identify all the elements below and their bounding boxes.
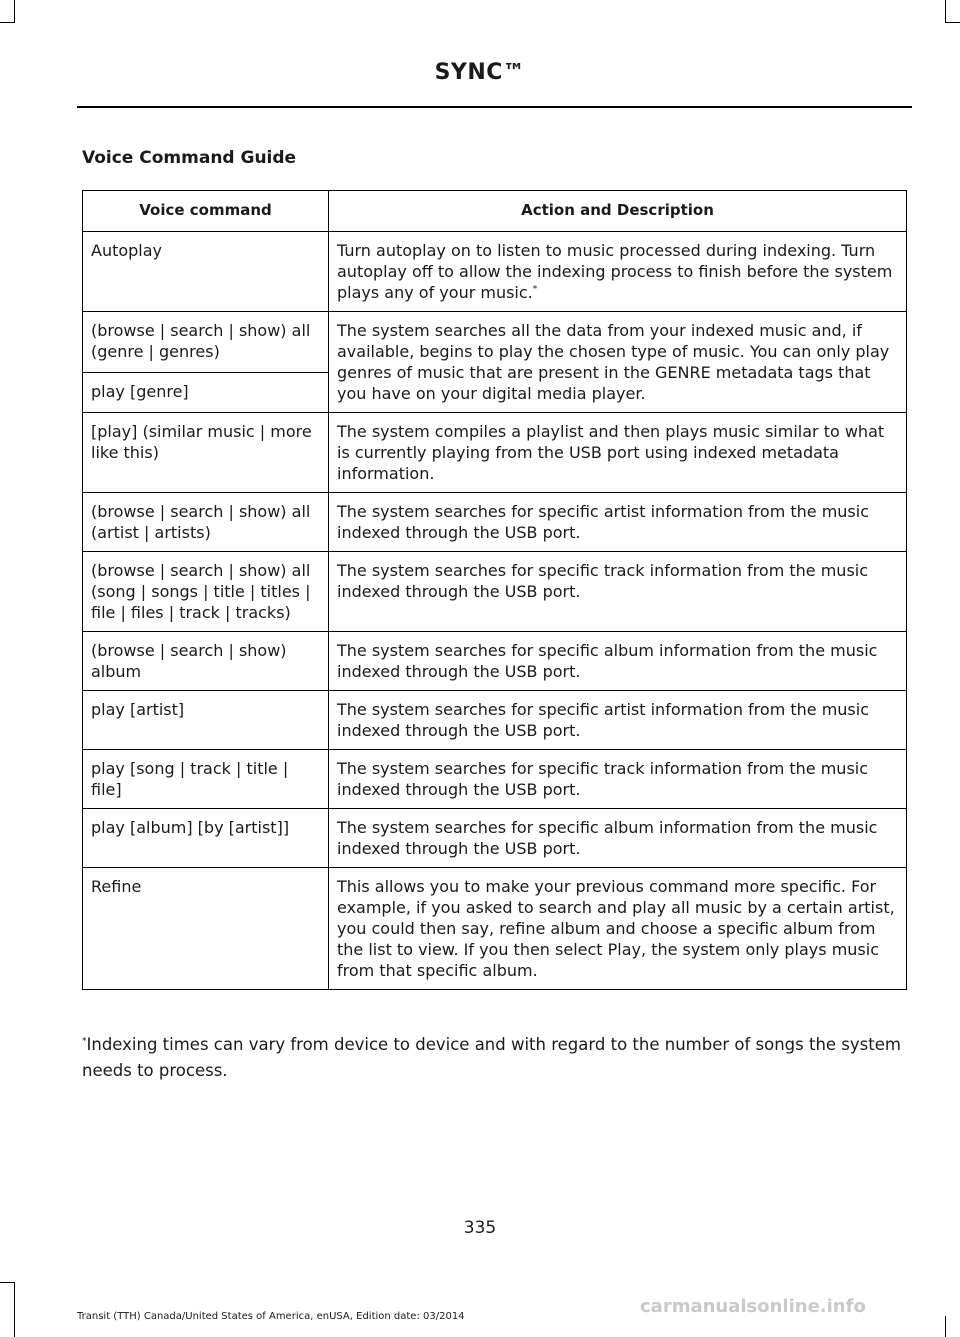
crop-mark-top-right-h: [945, 22, 960, 23]
description-cell: The system searches for specific artist information from the music indexed through the USB port.: [329, 691, 907, 750]
table-row: [83, 552, 907, 632]
command-cell: play [song | track | title | file]: [83, 750, 329, 809]
table-row: [83, 312, 907, 373]
crop-mark-top-left-h: [0, 22, 15, 23]
command-cell: Autoplay: [83, 232, 329, 312]
table-row: [83, 232, 907, 312]
footnote-marker: *: [82, 1036, 87, 1047]
command-cell: Refine: [83, 868, 329, 990]
table-row: [83, 809, 907, 868]
table-row: [83, 632, 907, 691]
command-cell: (browse | search | show) all (artist | artists): [83, 493, 329, 552]
footer-edition-text: Transit (TTH) Canada/United States of America, enUSA, Edition date: 03/2014: [77, 1311, 465, 1322]
command-cell: (browse | search | show) all (genre | genres): [83, 312, 329, 373]
command-cell: play [album] [by [artist]]: [83, 809, 329, 868]
crop-mark-bottom-left-v: [14, 1282, 15, 1337]
table-row: [83, 750, 907, 809]
command-cell: (browse | search | show) album: [83, 632, 329, 691]
description-cell: The system searches for specific album information from the music indexed through the USB port.: [329, 632, 907, 691]
header-divider: [77, 106, 912, 108]
crop-mark-bottom-right-v: [945, 1316, 946, 1337]
description-cell: The system searches all the data from your indexed music and, if available, begins to play the chosen type of music. You can only play genres of music that are present in the GENRE metadata tags that you have on your digital media player.: [329, 312, 907, 413]
section-title: Voice Command Guide: [82, 148, 297, 168]
table-row: [83, 868, 907, 990]
description-cell: The system searches for specific album information from the music indexed through the USB port.: [329, 809, 907, 868]
watermark: carmanualsonline.info: [640, 1296, 866, 1317]
page-number: 335: [463, 1218, 497, 1238]
description-cell: The system searches for specific track information from the music indexed through the USB port.: [329, 552, 907, 632]
table-row: [83, 493, 907, 552]
footnote-text: Indexing times can vary from device to device and with regard to the number of songs the system needs to process.: [82, 1035, 901, 1080]
table-header-row: [83, 191, 907, 232]
page-header-title: SYNC™: [434, 60, 526, 85]
column-header-action-description: Action and Description: [329, 191, 907, 232]
crop-mark-top-right-v: [945, 0, 946, 22]
table-row: [83, 413, 907, 493]
crop-mark-bottom-left-h: [0, 1282, 15, 1283]
footnote: [82, 1032, 912, 1084]
table-row: [83, 691, 907, 750]
column-header-voice-command: Voice command: [83, 191, 329, 232]
footnote-marker: *: [532, 284, 538, 295]
command-cell: play [artist]: [83, 691, 329, 750]
command-cell: [play] (similar music | more like this): [83, 413, 329, 493]
description-cell: This allows you to make your previous command more specific. For example, if you asked to search and play all music by a certain artist, you could then say, refine album and choose a specific album from the list to view. If you then select Play, the system only plays music from that specific album.: [329, 868, 907, 990]
voice-command-table: [82, 190, 907, 990]
description-cell: The system searches for specific artist information from the music indexed through the USB port.: [329, 493, 907, 552]
description-cell: The system searches for specific track information from the music indexed through the USB port.: [329, 750, 907, 809]
command-cell: (browse | search | show) all (song | songs | title | titles | file | files | track | tracks): [83, 552, 329, 632]
crop-mark-top-left-v: [14, 0, 15, 22]
description-text: Turn autoplay on to listen to music processed during indexing. Turn autoplay off to allow the indexing process to finish before the system plays any of your music.: [337, 241, 893, 302]
description-cell: The system compiles a playlist and then plays music similar to what is currently playing from the USB port using indexed metadata information.: [329, 413, 907, 493]
command-cell: play [genre]: [83, 373, 329, 413]
description-cell: [329, 232, 907, 312]
